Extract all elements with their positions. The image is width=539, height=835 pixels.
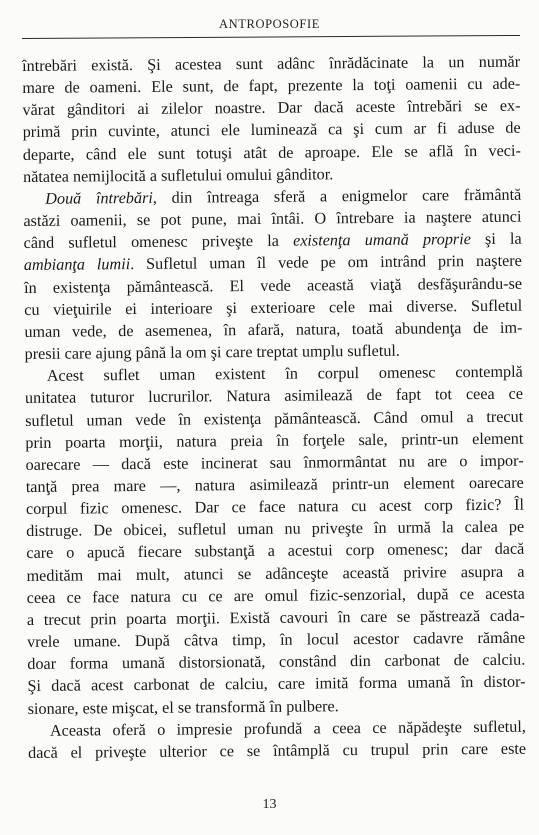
header-rule: [22, 35, 520, 39]
text-line: întrebări există. Şi acestea sunt adânc înrădăcinate la un număr: [22, 52, 521, 75]
italic-run: ambianţa lumii: [23, 255, 131, 275]
text-line: astăzi oamenii, se pot pune, mai întâi. O întrebare ia naştere atunci: [23, 207, 522, 231]
running-head: ANTROPOSOFIE: [219, 17, 320, 31]
text-run: şi la: [470, 229, 522, 249]
text-line: primă prin cuvinte, atunci ele luminează ca şi cum ar fi aduse de: [22, 119, 521, 142]
text-run: când sufletul omenesc priveşte la: [23, 231, 294, 253]
text-line: în existenţa pământească. El vede această viaţă desfăşurându-se: [23, 274, 523, 297]
paragraph: [25, 361, 526, 720]
text-line: vărat gânditori ai zilelor noastre. Dar dacă aceste întrebări se ex-: [22, 96, 521, 120]
italic-run: existenţa umană proprie: [292, 230, 471, 250]
body-text: [22, 51, 526, 764]
text-line: Şi dacă acest carbonat de calciu, care imită forma umană în distor-: [27, 673, 526, 696]
text-line: uman vede, de asemenea, în afară, natura, toată abundenţa de im-: [24, 318, 523, 341]
text-line: ceea ce face natura cu ce are omul fizic-senzorial, după ce acesta: [26, 584, 525, 607]
text-line: unitatea tuturor lucrurilor. Natura asimilează de fapt tot ceea ce: [24, 384, 524, 408]
text-line: sufletul uman vede în existenţa pământească. Când omul a trecut: [25, 407, 524, 430]
text-line: departe, când ele sunt totuşi atât de aproape. Ele se află în veci-: [22, 141, 521, 164]
text-line: oarecare — dacă este incinerat sau înmormântat nu are o impor-: [25, 451, 524, 474]
text-line: sionare, este mişcat, el se transformă în pulbere.: [27, 696, 339, 718]
text-line: Acest suflet uman existent în corpul omenesc contemplă: [46, 362, 523, 385]
text-line: vrele umane. După câtva timp, în locul acestor cadavre rămâne: [27, 628, 526, 652]
paragraph: [28, 715, 526, 764]
text-line: medităm mai mult, atunci se adânceşte această privire asupra a: [26, 562, 525, 585]
text-line: mare de oameni. Ele sunt, de fapt, prezente la toţi oamenii cu ade-: [22, 74, 521, 98]
italic-run: Două întrebări: [45, 188, 153, 208]
text-line: presii care ajung până la om şi care treptat umplu sufletul.: [24, 341, 401, 364]
text-line: doar forma umană distorsionată, constând din carbonat de calciu.: [27, 650, 526, 674]
text-run: , din întreaga sferă a enigmelor care frământă: [152, 185, 522, 207]
text-run: . Sufletul uman îl vede pe om intrând prin naştere: [130, 252, 522, 274]
text-line: care o apucă fiecare substanţă a acestui corp omenesc; dar dacă: [26, 540, 525, 563]
text-line: dacă el priveşte ulterior ce se întâmplă cu trupul prin care este: [28, 739, 527, 762]
text-line: tanţă prea mare —, natura asimilează printr-un element oarecare: [25, 473, 524, 496]
text-line: cu vieţuirile ei interioare şi exterioare cele mai diverse. Sufletul: [24, 296, 523, 319]
text-line: distruge. De obicei, sufletul uman nu priveşte în urmă la calea pe: [26, 517, 525, 541]
text-line: corpul fizic omenesc. Dar ce face natura cu acest corp fizic? Îl: [25, 495, 525, 519]
text-line: a trecut prin poarta morţii. Există cavouri în care se păstrează cada-: [26, 606, 525, 629]
text-line: Aceasta oferă o impresie profundă a ceea ce năpădeşte sufletul,: [49, 717, 526, 740]
text-line: prin poarta morţii, natura preia în forţele sale, printr-un element: [25, 429, 524, 452]
page-number: 13: [262, 797, 277, 812]
text-line: nătatea nemijlocită a sufletului omului gânditor.: [22, 165, 334, 186]
paragraph: [23, 184, 523, 366]
paragraph: [22, 51, 521, 188]
